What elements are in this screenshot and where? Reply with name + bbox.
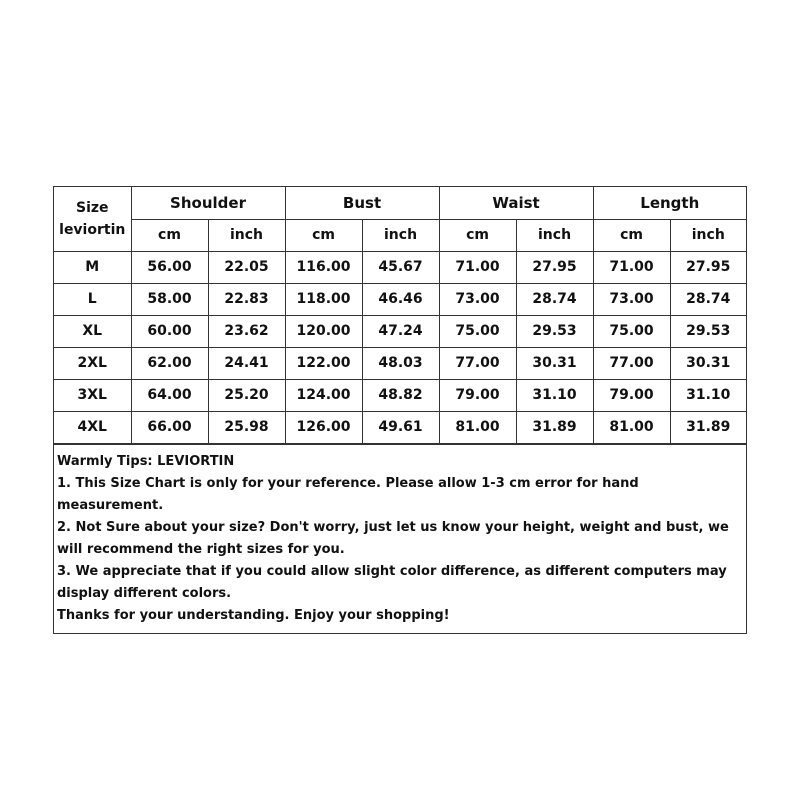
table-row bbox=[54, 347, 746, 379]
measurement-cell: 120.00 bbox=[285, 315, 362, 347]
table-row bbox=[54, 251, 746, 283]
measurement-cell: 30.31 bbox=[516, 347, 593, 379]
size-label-cell: 3XL bbox=[54, 379, 131, 411]
size-table bbox=[54, 187, 746, 444]
measurement-cell: 77.00 bbox=[593, 347, 670, 379]
measurement-cell: 71.00 bbox=[439, 251, 516, 283]
tips-section bbox=[54, 444, 746, 633]
measurement-cell: 79.00 bbox=[439, 379, 516, 411]
table-row bbox=[54, 283, 746, 315]
unit-header-cm: cm bbox=[593, 219, 670, 251]
measurement-cell: 30.31 bbox=[670, 347, 746, 379]
tips-line: 1. This Size Chart is only for your reference. Please allow 1-3 cm error for hand measurement. bbox=[57, 475, 639, 513]
measurement-cell: 29.53 bbox=[670, 315, 746, 347]
measurement-cell: 25.20 bbox=[208, 379, 285, 411]
size-chart bbox=[53, 186, 747, 634]
measurement-cell: 28.74 bbox=[516, 283, 593, 315]
measurement-cell: 66.00 bbox=[131, 411, 208, 443]
measurement-cell: 31.10 bbox=[670, 379, 746, 411]
brand-header-label: leviortin bbox=[59, 221, 126, 238]
unit-header-cm: cm bbox=[131, 219, 208, 251]
measurement-cell: 75.00 bbox=[439, 315, 516, 347]
measurement-cell: 48.03 bbox=[362, 347, 439, 379]
tips-line: Thanks for your understanding. Enjoy your shopping! bbox=[57, 607, 450, 623]
header-row-units bbox=[54, 219, 746, 251]
table-row bbox=[54, 379, 746, 411]
measurement-cell: 24.41 bbox=[208, 347, 285, 379]
group-header-waist: Waist bbox=[439, 187, 593, 219]
measurement-cell: 47.24 bbox=[362, 315, 439, 347]
group-header-bust: Bust bbox=[285, 187, 439, 219]
size-label-cell: 4XL bbox=[54, 411, 131, 443]
group-header-length: Length bbox=[593, 187, 746, 219]
measurement-cell: 81.00 bbox=[439, 411, 516, 443]
measurement-cell: 62.00 bbox=[131, 347, 208, 379]
measurement-cell: 31.10 bbox=[516, 379, 593, 411]
measurement-cell: 45.67 bbox=[362, 251, 439, 283]
measurement-cell: 81.00 bbox=[593, 411, 670, 443]
measurement-cell: 58.00 bbox=[131, 283, 208, 315]
measurement-cell: 22.83 bbox=[208, 283, 285, 315]
unit-header-cm: cm bbox=[439, 219, 516, 251]
measurement-cell: 27.95 bbox=[516, 251, 593, 283]
header-row-groups bbox=[54, 187, 746, 219]
measurement-cell: 60.00 bbox=[131, 315, 208, 347]
tips-line: 2. Not Sure about your size? Don't worry, just let us know your height, weight and bust, we will recommend the right sizes for you. bbox=[57, 519, 729, 557]
measurement-cell: 31.89 bbox=[516, 411, 593, 443]
size-label-cell: 2XL bbox=[54, 347, 131, 379]
measurement-cell: 27.95 bbox=[670, 251, 746, 283]
group-header-shoulder: Shoulder bbox=[131, 187, 285, 219]
unit-header-inch: inch bbox=[208, 219, 285, 251]
size-label-cell: M bbox=[54, 251, 131, 283]
size-header-label: Size bbox=[75, 199, 109, 216]
unit-header-inch: inch bbox=[516, 219, 593, 251]
measurement-cell: 49.61 bbox=[362, 411, 439, 443]
measurement-cell: 29.53 bbox=[516, 315, 593, 347]
measurement-cell: 75.00 bbox=[593, 315, 670, 347]
tips-title: Warmly Tips: LEVIORTIN bbox=[57, 453, 235, 469]
unit-header-inch: inch bbox=[670, 219, 746, 251]
measurement-cell: 25.98 bbox=[208, 411, 285, 443]
size-rows bbox=[54, 251, 746, 443]
measurement-cell: 73.00 bbox=[439, 283, 516, 315]
measurement-cell: 77.00 bbox=[439, 347, 516, 379]
measurement-cell: 56.00 bbox=[131, 251, 208, 283]
measurement-cell: 126.00 bbox=[285, 411, 362, 443]
size-header-cell bbox=[54, 187, 131, 251]
measurement-cell: 118.00 bbox=[285, 283, 362, 315]
unit-header-inch: inch bbox=[362, 219, 439, 251]
table-row bbox=[54, 411, 746, 443]
measurement-cell: 48.82 bbox=[362, 379, 439, 411]
measurement-cell: 122.00 bbox=[285, 347, 362, 379]
measurement-cell: 22.05 bbox=[208, 251, 285, 283]
measurement-cell: 79.00 bbox=[593, 379, 670, 411]
measurement-cell: 124.00 bbox=[285, 379, 362, 411]
table-row bbox=[54, 315, 746, 347]
measurement-cell: 46.46 bbox=[362, 283, 439, 315]
measurement-cell: 73.00 bbox=[593, 283, 670, 315]
measurement-cell: 71.00 bbox=[593, 251, 670, 283]
unit-header-cm: cm bbox=[285, 219, 362, 251]
measurement-cell: 116.00 bbox=[285, 251, 362, 283]
tips-line: 3. We appreciate that if you could allow slight color difference, as different computers may display different colors. bbox=[57, 563, 727, 601]
measurement-cell: 31.89 bbox=[670, 411, 746, 443]
size-label-cell: XL bbox=[54, 315, 131, 347]
measurement-cell: 23.62 bbox=[208, 315, 285, 347]
measurement-cell: 64.00 bbox=[131, 379, 208, 411]
measurement-cell: 28.74 bbox=[670, 283, 746, 315]
size-label-cell: L bbox=[54, 283, 131, 315]
